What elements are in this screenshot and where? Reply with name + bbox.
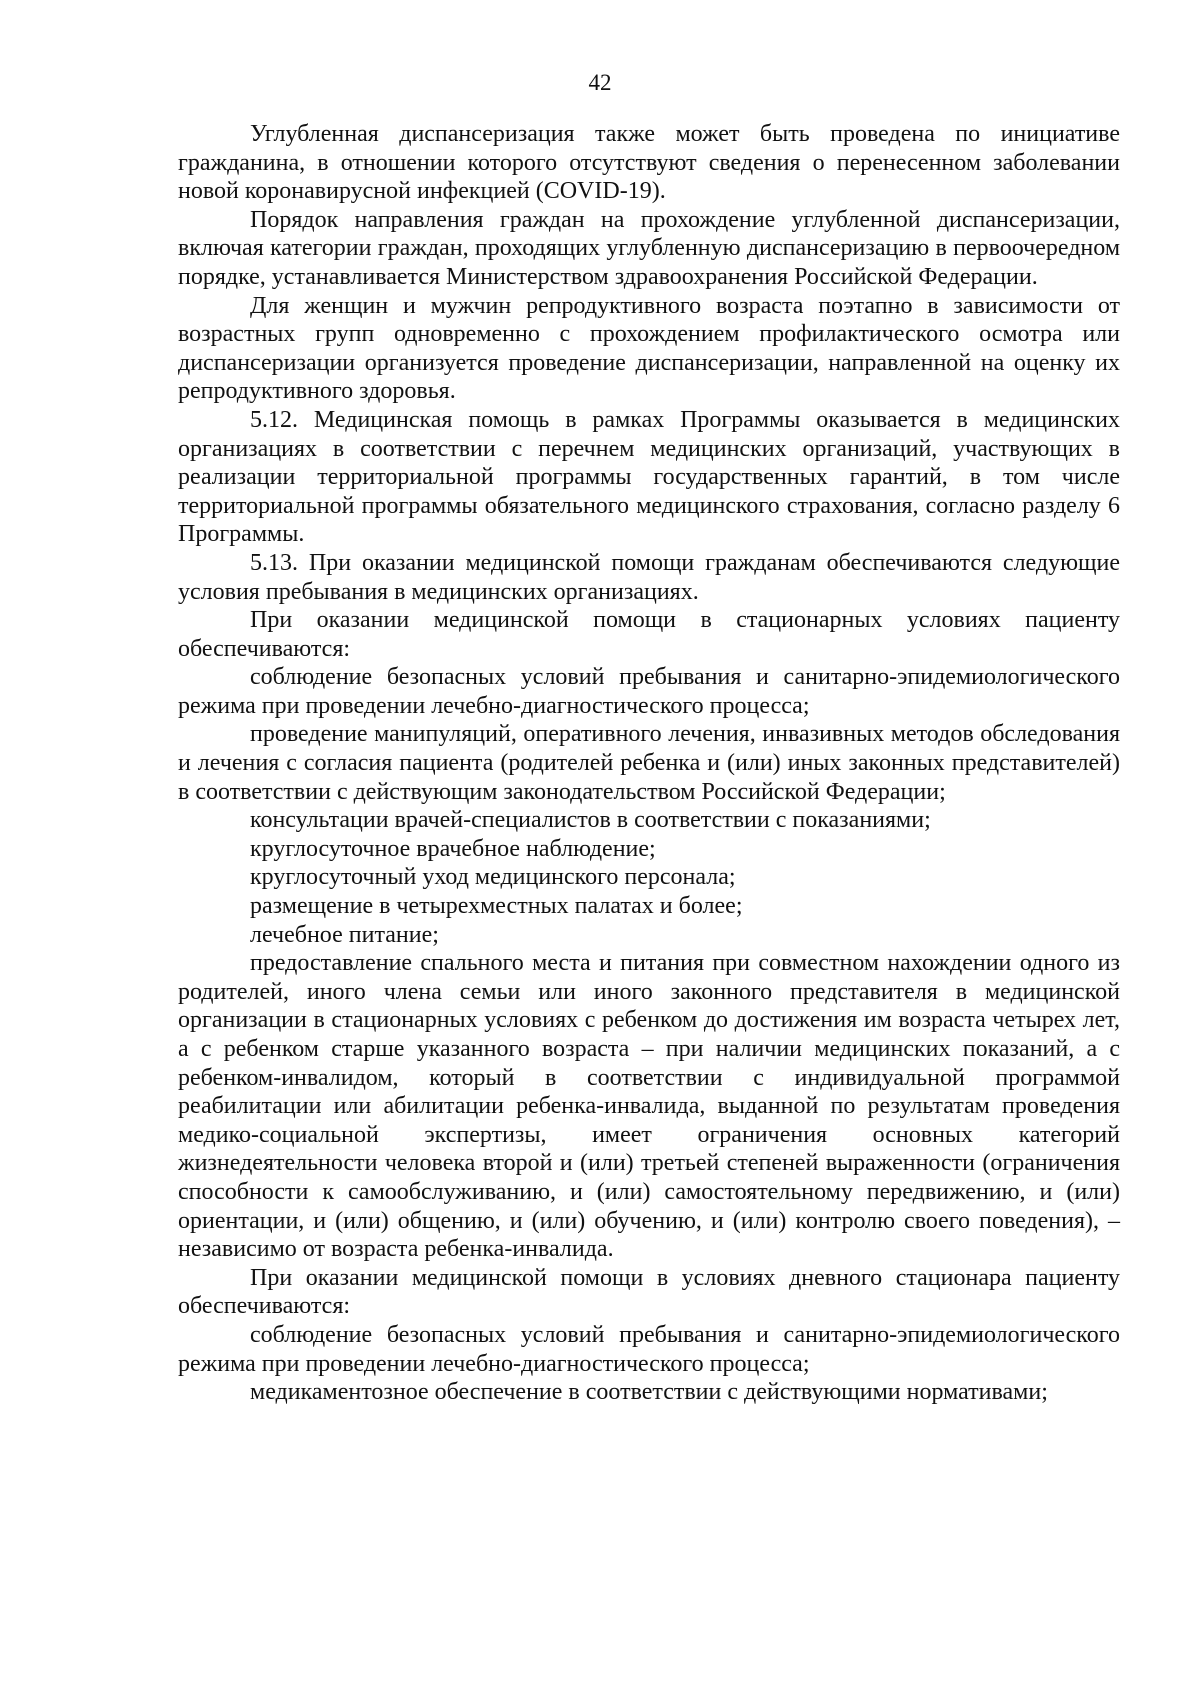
document-body [178, 120, 1120, 1407]
list-item-safe-conditions: соблюдение безопасных условий пребывания и санитарно-эпидемиологического режима при проведении лечебно-диагностического процесса; [178, 664, 1120, 719]
paragraph-day-hospital-intro: При оказании медицинской помощи в условиях дневного стационара пациенту обеспечиваются: [178, 1264, 1120, 1320]
paragraph-section-5-12: 5.12. Медицинская помощь в рамках Программы оказывается в медицинских организациях в соответствии с перечнем медицинских организаций, участвующих в реализации территориальной программы государственных гарантий, в том числе территориальной программы обязательного медицинского страхования, согласно разделу 6 Программы. [178, 406, 1120, 548]
list-item-medication-supply: медикаментозное обеспечение в соответствии с действующими нормативами; [250, 1379, 1048, 1406]
list-item-specialist-consultations: консультации врачей-специалистов в соответствии с показаниями; [250, 807, 931, 834]
list-item-round-clock-observation: круглосуточное врачебное наблюдение; [250, 835, 656, 862]
paragraph-reproductive-health: Для женщин и мужчин репродуктивного возраста поэтапно в зависимости от возрастных групп одновременно с прохождением профилактического осмотра или диспансеризации организуется проведение диспансеризации, направленной на оценку их репродуктивного здоровья. [178, 292, 1120, 405]
page-number: 42 [588, 70, 612, 95]
list-item-parent-accommodation: предоставление спального места и питания при совместном нахождении одного из родителей, иного члена семьи или иного законного представителя в медицинской организации в стационарных условиях с ребенком до достижения им возраста четырех лет, а с ребенком старше указанного возраста – при наличии медицинских показаний, а с ребенком-инвалидом, который в соответствии с индивидуальной программой реабилитации или абилитации ребенка-инвалида, выданной по результатам проведения медико-социальной экспертизы, имеет ограничения основных категорий жизнедеятельности человека второй и (или) третьей степеней выраженности (ограничения способности к самообслуживанию, и (или) самостоятельному передвижению, и (или) ориентации, и (или) общению, и (или) обучению, и (или) контролю своего поведения), – независимо от возраста ребенка-инвалида. [178, 950, 1120, 1263]
paragraph-referral-procedure: Порядок направления граждан на прохождение углубленной диспансеризации, включая категории граждан, проходящих углубленную диспансеризацию в первоочередном порядке, устанавливается Министерством здравоохранения Российской Федерации. [178, 206, 1120, 290]
paragraph-in-depth-screening-initiative: Углубленная диспансеризация также может быть проведена по инициативе гражданина, в отношении которого отсутствуют сведения о перенесенном заболевании новой коронавирусной инфекцией (COVID-19). [178, 121, 1120, 205]
list-item-ward-placement: размещение в четырехместных палатах и более; [250, 893, 743, 920]
list-item-therapeutic-nutrition: лечебное питание; [250, 921, 439, 948]
list-item-day-safe-conditions: соблюдение безопасных условий пребывания и санитарно-эпидемиологического режима при проведении лечебно-диагностического процесса; [178, 1321, 1120, 1377]
paragraph-inpatient-intro: При оказании медицинской помощи в стационарных условиях пациенту обеспечиваются: [178, 607, 1120, 662]
list-item-manipulations-consent: проведение манипуляций, оперативного лечения, инвазивных методов обследования и лечения с согласия пациента (родителей ребенка и (или) иных законных представителей) в соответствии с действующим законодательством Российской Федерации; [178, 721, 1120, 805]
paragraph-section-5-13: 5.13. При оказании медицинской помощи гражданам обеспечиваются следующие условия пребывания в медицинских организациях. [178, 549, 1120, 605]
list-item-round-clock-care: круглосуточный уход медицинского персонала; [250, 864, 736, 891]
